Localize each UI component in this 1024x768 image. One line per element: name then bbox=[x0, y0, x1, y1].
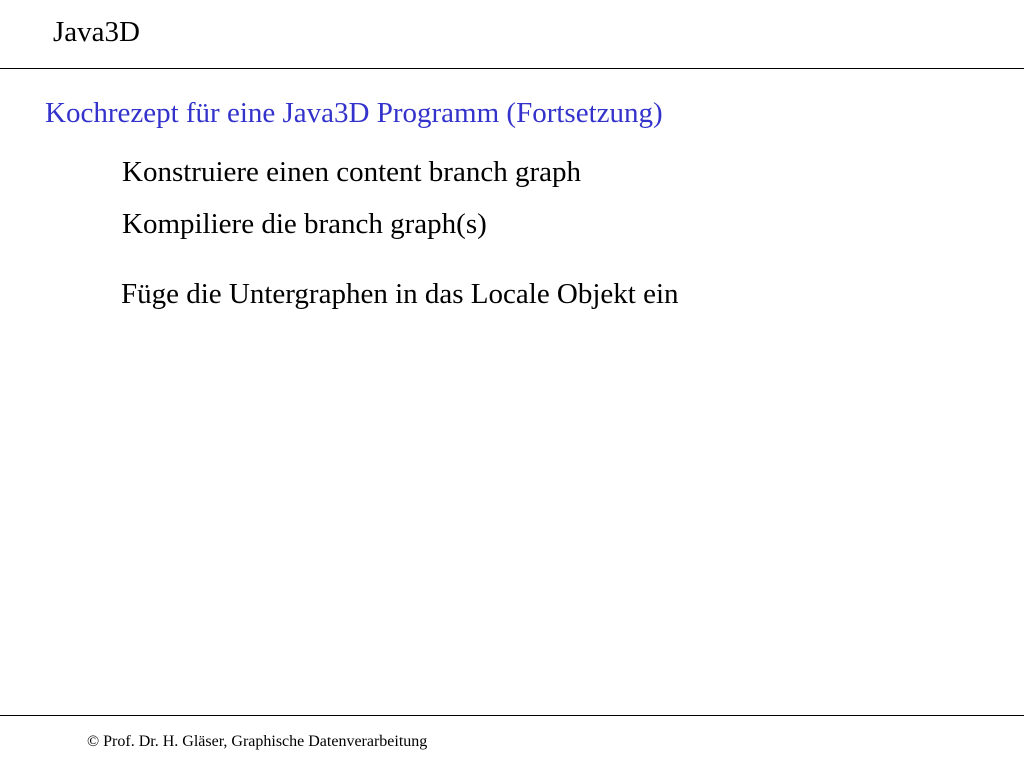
bullet-item-1: Konstruiere einen content branch graph bbox=[122, 156, 581, 188]
bullet-item-3: Füge die Untergraphen in das Locale Objekt ein bbox=[121, 278, 679, 310]
footer-divider bbox=[0, 715, 1024, 716]
footer-copyright: © Prof. Dr. H. Gläser, Graphische Datenverarbeitung bbox=[87, 733, 428, 750]
header-divider bbox=[0, 68, 1024, 69]
header-title: Java3D bbox=[53, 16, 140, 48]
slide-heading: Kochrezept für eine Java3D Programm (Fortsetzung) bbox=[45, 97, 663, 129]
bullet-item-2: Kompiliere die branch graph(s) bbox=[122, 208, 487, 240]
